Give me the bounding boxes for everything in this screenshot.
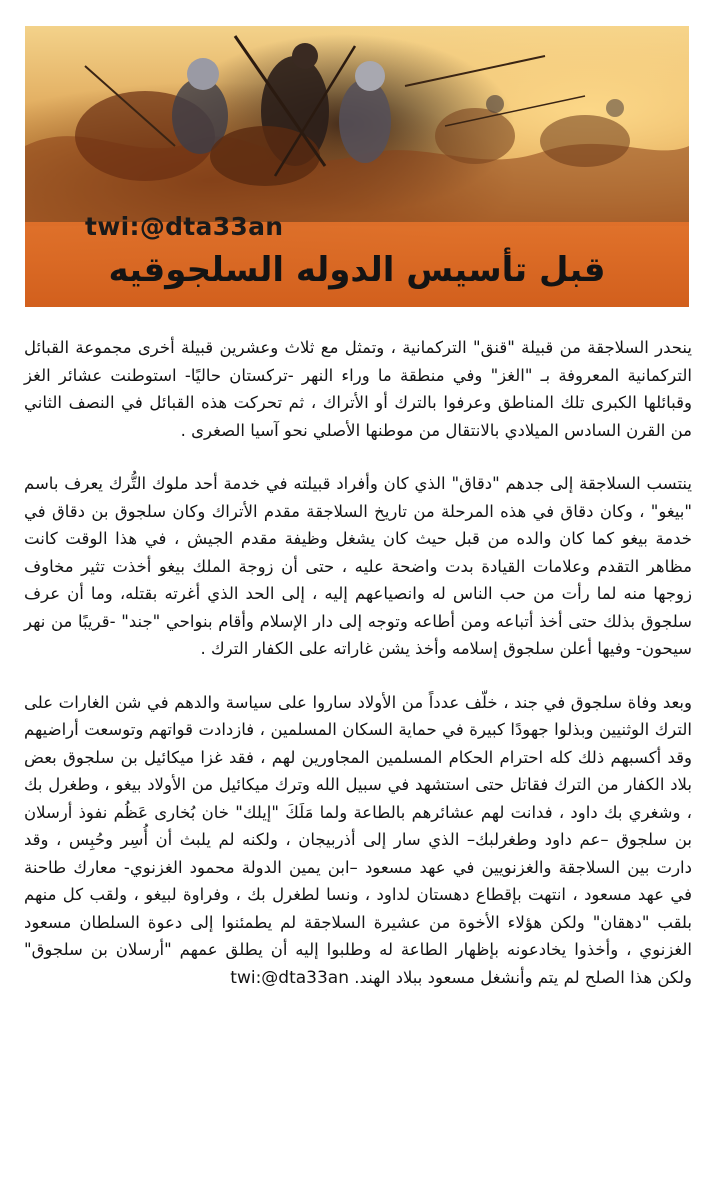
twitter-handle-watermark: twi:@dta33an [85, 212, 284, 241]
paragraph-lineage: ينتسب السلاجقة إلى جدهم "دقاق" الذي كان وأفراد قبيلته في خدمة أحد ملوك التُّرك يعرف باسم "بيغو" ، وكان دقاق في هذه المرحلة من تاريخ السلاجقة مقدم الأتراك وكان سلجوق بن دقاق في خدمة بيغو كما كان والده من قبل حيث كان يشغل وظيفة مقدم الجيش ، في هذا الوقت كانت مظاهر التقدم وعلامات القيادة بدت واضحة عليه ، حتى أن زوجة الملك بيغو أخذت تثير مخاوف زوجها منه لما رأت من حب الناس له وانصياعهم إليه ، إلى الحد الذي أغرته بقتله، وما أن عرف سلجوق بذلك حتى أخذ أتباعه ومن أطاعه وتوجه إلى دار الإسلام وأقام بنواحي "جند" -قريبًا من نهر سيحون- وفيها أعلن سلجوق إسلامه وأخذ يشن غاراته على الكفار الترك . [24, 474, 692, 658]
header-banner [25, 26, 689, 307]
banner-title: قبل تأسيس الدوله السلجوقيه [108, 250, 606, 290]
paragraph-after-seljuk [24, 689, 692, 993]
paragraph-after-seljuk-text: وبعد وفاة سلجوق في جند ، خلّف عدداً من الأولاد ساروا على سياسة والدهم في شن الغارات على الترك الوثنيين وبذلوا جهودًا كبيرة في حماية السكان المسلمين ، فازدادت قواتهم وتوسعت أراضيهم وقد أكسبهم ذلك كله احترام الحكام المسلمين المجاورين لهم ، فقد غزا ميكائيل بن سلجوق بعض بلاد الكفار من الترك فقاتل حتى استشهد في سبيل الله وترك ميكائيل من الأولاد بيغو ، وطغرل بك ، وشغري بك داود ، فدانت لهم عشائرهم بالطاعة ولما مَلَكَ "إيلك" خان بُخارى عَظُم نفوذ أرسلان بن سلجوق –عم داود وطغرلبك– الذي سار إلى أذربيجان ، ولكنه لم يلبث أن أُسِر وحُبِس ، وقد دارت بين السلاجقة والغزنويين في عهد مسعود –ابن يمين الدولة محمود الغزنوي- معارك طاحنة في عهد مسعود ، انتهت بإقطاع دهستان لداود ، ونسا لطغرل بك ، وفراوة لبيغو ، ولقب كل منهم بلقب "دهقان" ولكن هؤلاء الأخوة من عشيرة السلاجقة لم يطمئنوا إلى دعوة السلطان مسعود الغزنوي ، وأخذوا يخادعونه بإظهار الطاعة له وطلبوا إليه أن يطلق عمهم "أرسلان بن سلجوق" ولكن هذا الصلح لم يتم وأنشغل مسعود ببلاد الهند. [24, 692, 692, 987]
battle-scene-illustration [25, 26, 689, 226]
paragraph-origins: ينحدر السلاجقة من قبيلة "قنق" التركمانية ، وتمثل مع ثلاث وعشرين قبيلة أخرى مجموعة القبائل التركمانية المعروفة بـ "الغز" وفي منطقة ما وراء النهر -تركستان حاليًا- استوطنت عشائر الغز وقبائلها الكبرى تلك المناطق وعرفوا بالترك أو الأتراك ، ثم تحركت هذه القبائل في النصف الثاني من القرن السادس الميلادي بالانتقال من موطنها الأصلي نحو آسيا الصغرى . [24, 338, 692, 440]
twitter-handle-footer: twi:@dta33an [230, 967, 349, 988]
article-body [24, 334, 692, 992]
